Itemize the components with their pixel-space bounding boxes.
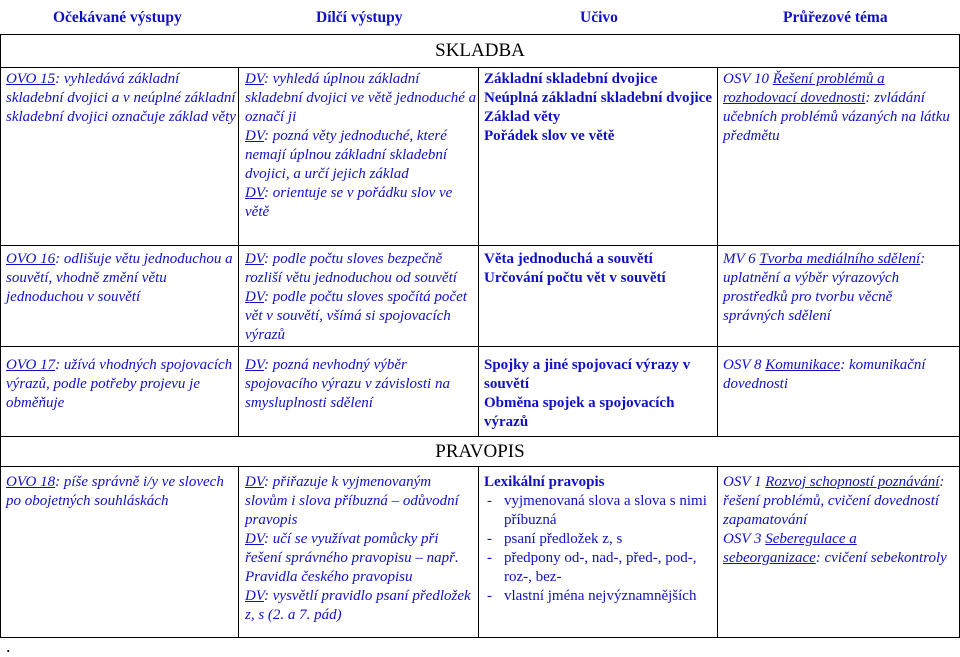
grid-line [0,436,960,437]
dv-code: DV [245,357,265,373]
ovo-code: OVO 16 [6,251,56,267]
dv-item [245,473,477,530]
pt-cell-row2 [723,250,957,326]
pt-cell-row3 [723,356,957,394]
grid-line [0,34,1,637]
dv-cell-row2 [245,250,477,345]
ucivo-item: Spojky a jiné spojovací výrazy v souvětí [484,357,691,392]
pt-text: : zvládání učebních problémů vázaných na látku předmětu [723,90,950,144]
pt-link[interactable]: Rozvoj schopností poznávání [765,474,940,490]
ovo-17-cell [6,356,236,413]
ovo-18-cell [6,473,236,511]
pt-text: : komunikační dovednosti [723,357,926,392]
list-item: - psaní předložek z, s [484,530,716,549]
ovo-code: OVO 18 [6,474,56,490]
dv-cell-row3 [245,356,477,413]
pt-text: : uplatnění a výběr výrazových prostředků pro tvorbu věcně správných sdělení [723,251,926,324]
dv-code: DV [245,588,265,604]
ovo-16-cell [6,250,236,307]
dv-cell-row1 [245,70,477,222]
table-header [0,0,960,34]
ucivo-cell-row1 [484,70,714,146]
ucivo-item: Základní skladební dvojice [484,71,658,87]
ovo-code: OVO 17 [6,357,56,373]
dv-item [245,127,477,184]
pt-code: OSV 10 [723,71,773,87]
pt-text: : řešení problémů, cvičení dovedností zapamatování [723,474,945,528]
dv-item [245,288,477,345]
grid-line [0,34,960,35]
dv-item [245,356,477,413]
ucivo-cell-row2 [484,250,714,288]
dv-code: DV [245,128,265,144]
ucivo-item: Obměna spojek a spojovacích výrazů [484,395,675,430]
dv-code: DV [245,251,265,267]
dv-item [245,587,477,625]
dv-item [245,530,477,587]
pt-cell-row1 [723,70,957,146]
grid-line [478,466,479,637]
ucivo-list [484,492,716,606]
pt-item [723,530,957,568]
pt-code: OSV 1 [723,474,766,490]
ucivo-item: Určování počtu vět v souvětí [484,270,666,286]
pt-item [723,473,957,530]
pt-code: MV 6 [723,251,760,267]
dv-text: : podle počtu sloves spočítá počet vět v souvětí, všímá si spojovacích výrazů [245,289,467,343]
grid-line [0,245,960,246]
list-item: - předpony od-, nad-, před-, pod-, roz-, bez- [484,549,716,587]
dv-text: : podle počtu sloves bezpečně rozliší větu jednoduchou od souvětí [245,251,457,286]
dv-text: : přiřazuje k vyjmenovaným slovům i slova příbuzná – odůvodní pravopis [245,474,459,528]
pt-link[interactable]: Tvorba mediálního sdělení [759,251,921,267]
pt-link[interactable]: Seberegulace a sebeorganizace [723,531,857,566]
ovo-text: : užívá vhodných spojovacích výrazů, podle potřeby projevu je obměňuje [6,357,233,411]
list-item: - vyjmenovaná slova a slova s nimi příbuzná [484,492,716,530]
list-item: - vlastní jména nejvýznamnějších [484,587,716,606]
ucivo-item: Základ věty [484,109,561,125]
grid-line [0,637,960,638]
ovo-code: OVO 15 [6,71,56,87]
grid-line [238,466,239,637]
pt-text: : cvičení sebekontroly [815,550,947,566]
dv-text: : vysvětlí pravidlo psaní předložek z, s (2. a 7. pád) [245,588,471,623]
dv-code: DV [245,289,265,305]
dv-text: : pozná věty jednoduché, které nemají úplnou základní skladební dvojici, a určí jejich základ [245,128,448,182]
footer-mark: . [6,636,11,656]
ucivo-cell-row3 [484,356,714,432]
grid-line [238,67,239,436]
grid-line [0,466,960,467]
dv-item [245,70,477,127]
ucivo-cell-row4 [484,473,716,606]
ucivo-title: Lexikální pravopis [484,474,605,490]
dv-item [245,184,477,222]
pt-link[interactable]: Komunikace [765,357,841,373]
ucivo-item: Neúplná základní skladební dvojice [484,90,712,106]
dv-code: DV [245,531,265,547]
dv-text: : učí se využívat pomůcky při řešení správného pravopisu – např. Pravidla českého pravopisu [245,531,459,585]
ucivo-item: Pořádek slov ve větě [484,128,615,144]
dv-text: : pozná nevhodný výběr spojovacího výrazu v závislosti na smysluplnosti sdělení [245,357,450,411]
grid-line [0,67,960,68]
header-partial-outputs: Dílčí výstupy [316,9,403,26]
dv-text: : orientuje se v pořádku slov ve větě [245,185,453,220]
section-title-pravopis: PRAVOPIS [435,441,525,462]
dv-code: DV [245,71,265,87]
pt-code: OSV 3 [723,531,766,547]
pt-link[interactable]: Řešení problémů a rozhodovací dovednosti [723,71,885,106]
dv-text: : vyhledá úplnou základní skladební dvojici ve větě jednoduché a označí ji [245,71,477,125]
section-title-skladba: SKLADBA [435,40,525,61]
ovo-text: : píše správně i/y ve slovech po obojetných souhláskách [6,474,224,509]
ovo-text: : vyhledává základní skladební dvojici a v neúplné základní skladební dvojici označuje základ věty [6,71,236,125]
dv-code: DV [245,474,265,490]
ovo-15-cell [6,70,236,127]
pt-code: OSV 8 [723,357,766,373]
grid-line [717,466,718,637]
dv-item [245,250,477,288]
header-expected-outputs: Očekávané výstupy [53,9,182,26]
grid-line [478,67,479,436]
ucivo-item: Věta jednoduchá a souvětí [484,251,653,267]
grid-line [0,346,960,347]
header-curriculum: Učivo [580,9,618,26]
dv-code: DV [245,185,265,201]
pt-cell-row4 [723,473,957,568]
header-cross-topic: Průřezové téma [783,9,888,26]
grid-line [717,67,718,436]
ovo-text: : odlišuje větu jednoduchou a souvětí, vhodně změní větu jednoduchou v souvětí [6,251,233,305]
dv-cell-row4 [245,473,477,625]
